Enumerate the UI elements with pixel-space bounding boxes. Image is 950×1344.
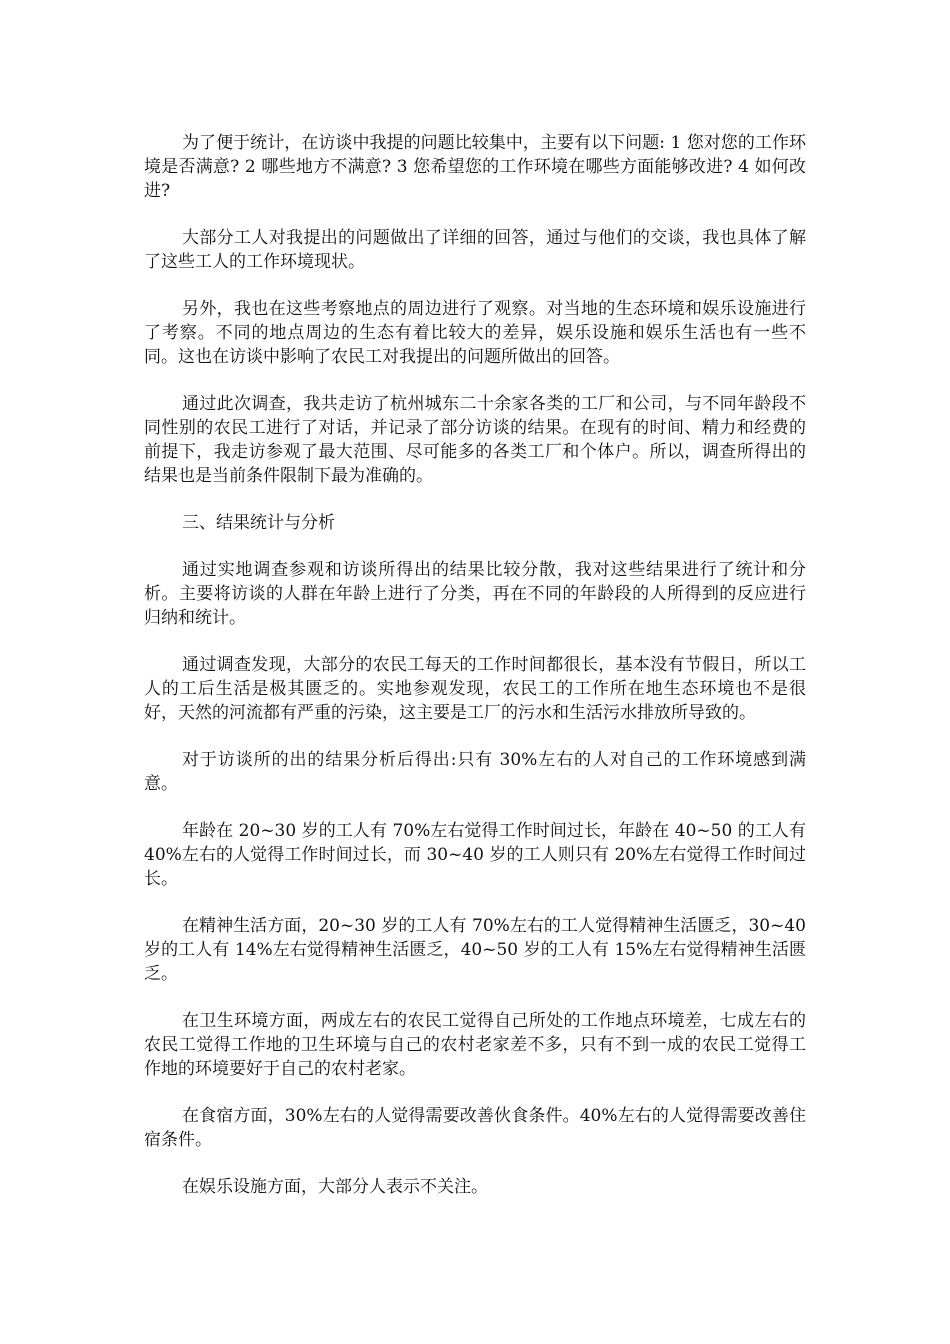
paragraph-interview-questions: 为了便于统计，在访谈中我提的问题比较集中，主要有以下问题: 1 您对您的工作环境是否满意? 2 哪些地方不满意? 3 您希望您的工作环境在哪些方面能够改进? 4 如何改进? (144, 133, 806, 201)
paragraph-satisfaction-result: 对于访谈所的出的结果分析后得出:只有 30%左右的人对自己的工作环境感到满意。 (144, 750, 806, 794)
paragraph-survey-scope: 通过此次调查，我共走访了杭州城东二十余家各类的工厂和公司，与不同年龄段不同性别的农民工进行了对话，并记录了部分访谈的结果。在现有的时间、精力和经费的前提下，我走访参观了最大范围、尽可能多的各类工厂和个体户。所以，调查所得出的结果也是当前条件限制下最为准确的。 (144, 394, 806, 486)
section-heading: 三、结果统计与分析 (182, 513, 335, 533)
paragraph-worker-answers: 大部分工人对我提出的问题做出了详细的回答，通过与他们的交谈，我也具体了解了这些工人的工作环境现状。 (144, 228, 806, 272)
paragraph-working-hours-finding: 通过调查发现，大部分的农民工每天的工作时间都很长，基本没有节假日，所以工人的工后生活是极其匮乏的。实地参观发现，农民工的工作所在地生态环境也不是很好，天然的河流都有严重的污染，这主要是工厂的污水和生活污水排放所导致的。 (144, 655, 806, 723)
paragraph-surroundings-observation: 另外，我也在这些考察地点的周边进行了观察。对当地的生态环境和娱乐设施进行了考察。不同的地点周边的生态有着比较大的差异，娱乐设施和娱乐生活也有一些不同。这也在访谈中影响了农民工对我提出的问题所做出的回答。 (144, 299, 806, 367)
paragraph-age-working-time: 年龄在 20~30 岁的工人有 70%左右觉得工作时间过长，年龄在 40~50 的工人有 40%左右的人觉得工作时间过长，而 30~40 岁的工人则只有 20%左右觉得工作时间过长。 (144, 821, 806, 889)
document-body (144, 131, 806, 1222)
paragraph-hygiene-environment: 在卫生环境方面，两成左右的农民工觉得自己所处的工作地点环境差，七成左右的农民工觉得工作地的卫生环境与自己的农村老家差不多，只有不到一成的农民工觉得工作地的环境要好于自己的农村老家。 (144, 1011, 806, 1079)
paragraph-statistics-method: 通过实地调查参观和访谈所得出的结果比较分散，我对这些结果进行了统计和分析。主要将访谈的人群在年龄上进行了分类，再在不同的年龄段的人所得到的反应进行归纳和统计。 (144, 560, 806, 628)
paragraph-entertainment: 在娱乐设施方面，大部分人表示不关注。 (182, 1177, 488, 1197)
paragraph-food-accommodation: 在食宿方面，30%左右的人觉得需要改善伙食条件。40%左右的人觉得需要改善住宿条件。 (144, 1106, 806, 1150)
paragraph-spiritual-life: 在精神生活方面，20~30 岁的工人有 70%左右的工人觉得精神生活匮乏，30~40 岁的工人有 14%左右觉得精神生活匮乏，40~50 岁的工人有 15%左右觉得精神生活匮乏。 (144, 916, 806, 984)
